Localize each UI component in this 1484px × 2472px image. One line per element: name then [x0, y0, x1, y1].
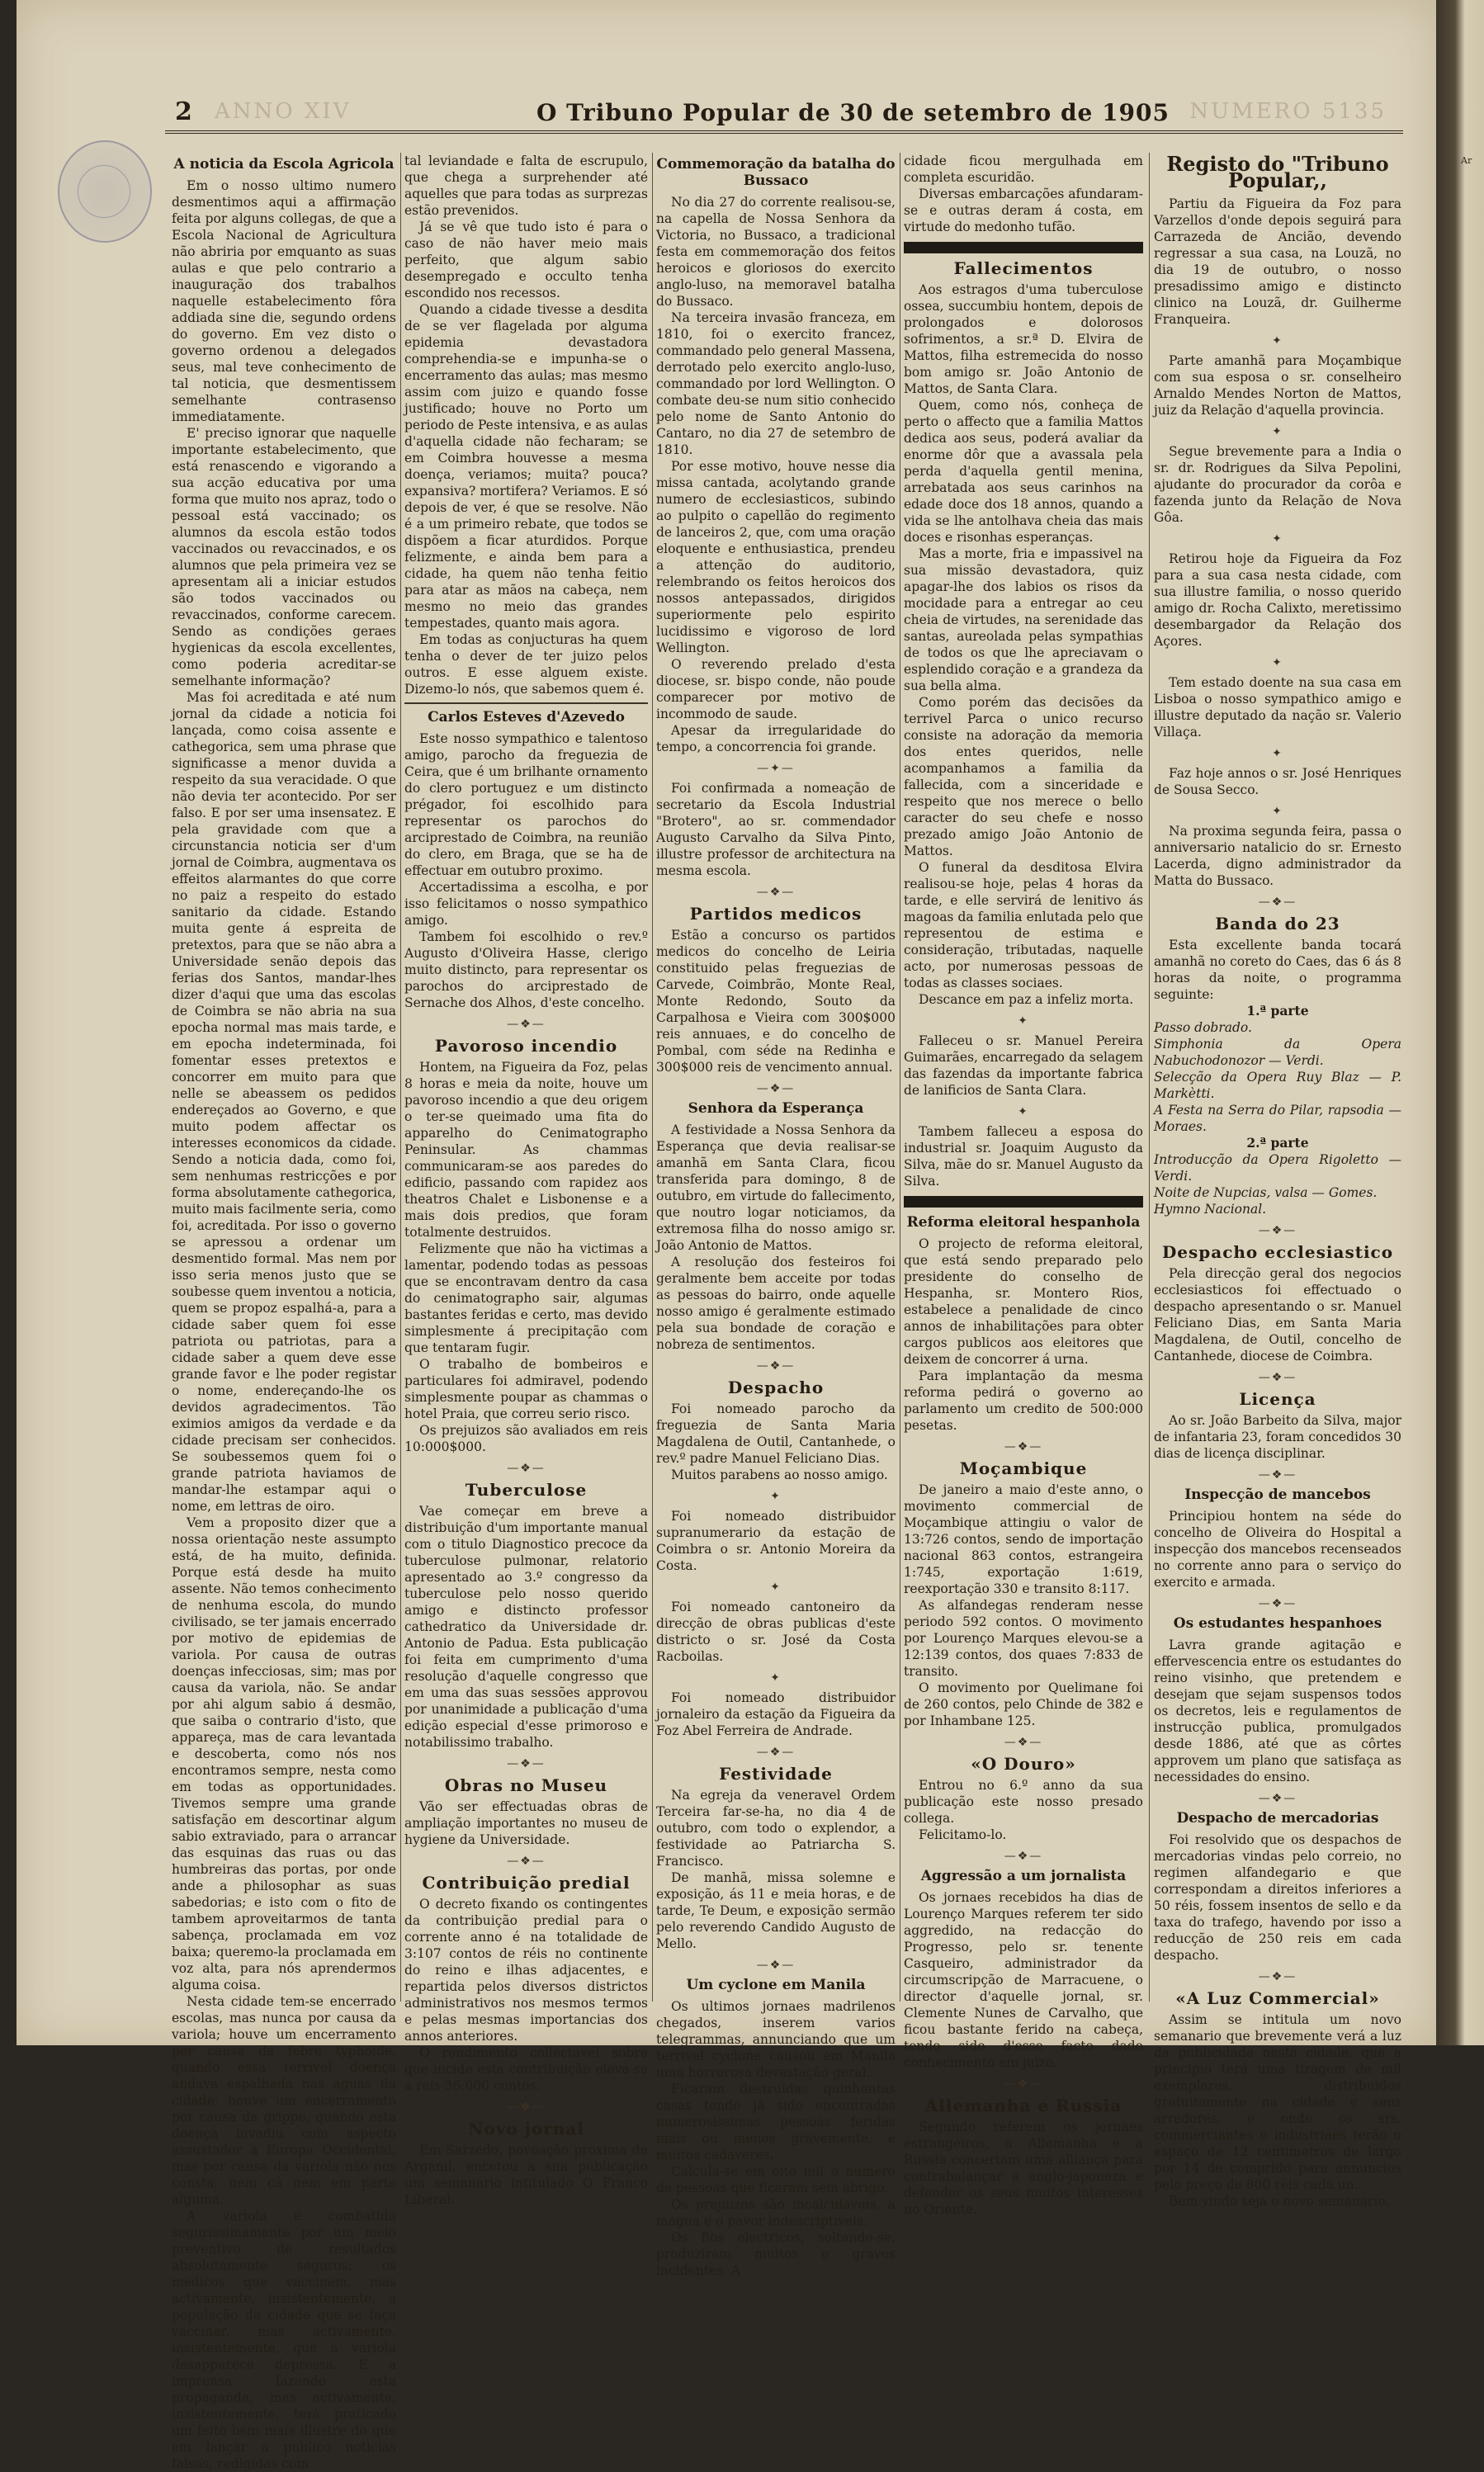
ornament-divider: —❖— [1258, 1597, 1297, 1610]
page-header [165, 97, 1403, 134]
ornament-divider: ✦ [1272, 747, 1283, 760]
paragraph: Faz hoje annos o sr. José Henriques de Sousa Secco. [1154, 766, 1401, 797]
paragraph: Em Sarzedo, povoação proxima de Arganil, encetou a sua publicação um semanario intitulado O Franco Liberal. [404, 2143, 648, 2207]
paragraph: E' preciso ignorar que naquelle importante estabelecimento, que está renascendo e vigorando a sua acção educativa por uma forma que muito nos apraz, todo o pessoal está vaccinado; os alumnos da escola estão todos vaccinados ou revaccinados, e os alumnos que pela primeira vez se apresentam ali a iniciar estudos são todos vaccinados ou revaccinados, conforme carecem. Sendo as condições geraes hygienicas da escola excellentes, como poderia acreditar-se semelhante informação? [172, 426, 396, 688]
ornament-divider: —❖— [756, 1959, 796, 1972]
bleed-through-right: NUMERO 5135 [1189, 99, 1387, 124]
mourning-band [904, 1196, 1143, 1208]
paragraph: Principiou hontem na séde do concelho de Oliveira do Hospital a inspecção dos mancebos recenseados no corrente anno para o serviço do exercito e armada. [1154, 1509, 1401, 1590]
ornament-divider: —❖— [1004, 2077, 1043, 2091]
paragraph: O trabalho de bombeiros e particulares foi admiravel, podendo simplesmente poupar as chammas o hotel Praia, que correu serio risco. [404, 1357, 648, 1421]
column-5 [1154, 152, 1401, 2209]
paragraph: Foi nomeado cantoneiro da direcção de obras publicas d'este districto o sr. José da Costa Racboilas. [656, 1600, 896, 1664]
newspaper-page [17, 0, 1436, 2471]
headline-mocambique: Moçambique [959, 1458, 1088, 1478]
ornament-divider: —❖— [1258, 1224, 1297, 1237]
ornament-divider: —❖— [756, 1746, 796, 1759]
paragraph: Este nosso sympathico e talentoso amigo, parocho da freguezia de Ceira, que é um brilhante ornamento do clero portuguez e um distincto prégador, foi escolhido para representar os parochos do arciprestado de Coimbra, na reunião do clero, em Braga, que se ha de effectuar em outubro proximo. [404, 731, 648, 878]
divider [404, 702, 648, 704]
headline-o-douro: «O Douro» [971, 1754, 1076, 1774]
programme-item: Selecção da Opera Ruy Blaz — P. Markètti. [1154, 1070, 1401, 1101]
paragraph: Descance em paz a infeliz morta. [919, 992, 1134, 1007]
paragraph: Foi nomeado parocho da freguezia de Santa Maria Magdalena de Outil, Cantanhede, o rev.º padre Manuel Feliciano Dias. [656, 1401, 896, 1466]
paragraph: Accertadissima a escolha, e por isso felicitamos o nosso sympathico amigo. [404, 880, 648, 928]
ornament-divider: —❖— [756, 1082, 796, 1095]
paragraph: Os prejuizos são incalculaveis, a magua e o pavor indescriptiveis. [656, 2197, 896, 2229]
paragraph: Na egreja da veneravel Ordem Terceira far-se-ha, no dia 4 de outubro, com todo o explendor, a festividade ao Patriarcha S. Francisco. [656, 1788, 896, 1869]
paragraph: Tambem falleceu a esposa do industrial sr. Joaquim Augusto da Silva, mãe do sr. Manuel Augusto da Silva. [904, 1124, 1143, 1189]
ornament-divider: —❖— [1004, 1736, 1043, 1749]
headline-despacho: Despacho [727, 1378, 825, 1397]
paragraph: Como porém das decisões da terrivel Parca o unico recurso consiste na adoração da memoria dos entes queridos, nelle acompanhamos a familia da fallecida, com a sinceridade e respeito que nos merece o bello caracter do seu chefe e nosso prezado amigo João Antonio de Mattos. [904, 695, 1143, 858]
paragraph: A festividade a Nossa Senhora da Esperança que devia realisar-se amanhã em Santa Clara, ficou transferida para domingo, 8 de outubro, em virtude do fallecimento, que noutro logar noticiamos, da extremosa filha do nosso amigo sr. João Antonio de Mattos. [656, 1123, 896, 1253]
paragraph: Felicitamo-lo. [919, 1827, 1007, 1842]
paragraph: No dia 27 do corrente realisou-se, na capella de Nossa Senhora da Victoria, no Bussaco, a tradicional festa em commemoração dos feitos heroicos e gloriosos do exercito anglo-luso, na memoravel batalha do Bussaco. [656, 195, 896, 309]
paragraph: Tem estado doente na sua casa em Lisboa o nosso sympathico amigo e illustre deputado da nação sr. Valerio Villaça. [1154, 675, 1401, 740]
headline-banda-23: Banda do 23 [1215, 914, 1340, 933]
headline-aggressao-jornalista: Aggressão a um jornalista [920, 1868, 1127, 1884]
paragraph: Nesta cidade tem-se encerrado escolas, mas nunca por causa da variola; houve um encerramento por causa da febre typhoide, quando essa terrivel doença andava espalhada nas aguas da cidade; houve um encerramento por causa da grippe, quando esta doença invadiu com aspecto assustador a Europa Occidental; mas por causa da variola não nos consta; nem cá nem em parte alguma. [172, 1994, 396, 2207]
paragraph: O rendimento collectavel sobre que incide esta contribuição eleva-se a reis 36:000 contos. [404, 2045, 648, 2093]
ornament-divider: ✦ [1272, 334, 1283, 347]
column-1 [172, 153, 396, 2471]
headline-obras-museu: Obras no Museu [444, 1775, 608, 1795]
paragraph: Já se vê que tudo isto é para o caso de não haver meio mais perfeito, que algum sabio desempregado e occulto tenha escondido nos recessos. [404, 220, 648, 300]
paragraph: tal leviandade e falta de escrupulo, que chega a surprehender até aquelles que para todas as surprezas estão prevenidos. [404, 154, 648, 218]
paragraph: Na terceira invasão franceza, em 1810, foi o exercito francez, commandado pelo general Massena, derrotado pelo exercito anglo-luso, commandado por lord Wellington. O combate deu-se num sitio conhecido pelo nome de Santo Antonio do Cantaro, no dia 27 de setembro de 1810. [656, 310, 896, 457]
concert-programme [1154, 1003, 1401, 1217]
paragraph: Os fios electricos, soltando-se, produziram muitos e graves incidentes. A [656, 2230, 896, 2278]
paragraph: Estão a concurso os partidos medicos do concelho de Leiria constituido pelas freguezias de Carvede, Coimbrão, Monte Real, Monte Redondo, Souto da Carpalhosa e Vieira com 300$000 reis annuaes, e do concelho de Pombal, com séde na Redinha e 300$000 reis de vencimento annual. [656, 928, 896, 1075]
paragraph: Quem, como nós, conheça de perto o affecto que a familia Mattos dedica aos seus, poderá avaliar da enorme dôr que a avassala pela perda d'aquella gentil menina, arrebatada aos seus carinhos na edade doce dos 18 annos, quando a vida se lhe antolhava cheia das mais doces e risonhas esperanças. [904, 398, 1143, 545]
paragraph: Tambem foi escolhido o rev.º Augusto d'Oliveira Hasse, clerigo muito distincto, para representar os parochos do arciprestado de Sernache dos Alhos, d'este concelho. [404, 929, 648, 1010]
ornament-divider: ✦ [1272, 805, 1283, 818]
paragraph: A resolução dos festeiros foi geralmente bem acceite por todas as pessoas do bairro, onde aquelle nosso amigo é geralmente estimado pela sua bondade de coração e nobreza de sentimentos. [656, 1255, 896, 1352]
paragraph: Em todas as conjucturas ha quem tenha o dever de ter juizo pelos outros. E esse alguem existe. Dizemo-lo nós, que sabemos quem é. [404, 632, 648, 697]
ornament-divider: ✦ [770, 1490, 782, 1503]
programme-item: A Festa na Serra do Pilar, rapsodia — Moraes. [1154, 1103, 1401, 1134]
column-rule [652, 153, 653, 2002]
headline-contribuicao-predial: Contribuição predial [422, 1873, 631, 1893]
paragraph: Diversas embarcações afundaram-se e outras deram á costa, em virtude do medonho tufão. [904, 187, 1143, 234]
paragraph: Retirou hoje da Figueira da Foz para a sua casa nesta cidade, com sua illustre familia, o nosso querido amigo dr. Rocha Calixto, meretissimo desembargador da Relação dos Açores. [1154, 551, 1401, 649]
paragraph: Em o nosso ultimo numero desmentimos aqui a affirmação feita por alguns collegas, de que a Escola Nacional de Agricultura não abriria por emquanto as suas aulas e que pelo contrario a inauguração dos trabalhos naquelle estabelecimento fôra addiada sine die, segundo ordens do governo. Em vez disto o governo ordenou a delegados seus, mal teve conhecimento de tal noticia, que desmentissem semelhante contrasenso immediatamente. [172, 178, 396, 424]
ornament-divider: —❖— [1258, 1371, 1297, 1384]
ornament-divider: —❖— [1258, 896, 1297, 909]
column-4 [904, 153, 1143, 2217]
headline-reforma-eleitoral: Reforma eleitoral hespanhola [906, 1214, 1141, 1231]
headline-pavoroso-incendio: Pavoroso incendio [434, 1036, 618, 1056]
paragraph: Falleceu o sr. Manuel Pereira Guimarães, encarregado da selagem das fazendas da importante fabrica de lanificios de Santa Clara. [904, 1033, 1143, 1098]
page-number: 2 [175, 97, 192, 126]
programme-item: Passo dobrado. [1154, 1020, 1252, 1035]
ornament-divider: —❖— [507, 1018, 546, 1031]
paragraph: A variola é combatida segurissimamente por um meio preventivo de resultados absolutamente seguros; os medicos que vaccinem, mas activamente, insistentemente, a população da cidade que se faça vaccinar, mas activamente, insistentemente, que a variola desapparece depressa. E a imprensa fazendo esta propaganda, mas activamente, insistentemente, terá praticado um feito bem mais illustre do que em lançar a publico noticias falsas, redigidas com [172, 2209, 396, 2471]
paragraph: O decreto fixando os contingentes da contribuição predial para o corrente anno é na totalidade de 3:107 contos de réis no continente do reino e ilhas adjacentes, e repartida pelos diversos districtos administrativos nos mesmos termos e pelas mesmas importancias dos annos anteriores. [404, 1897, 648, 2044]
paragraph: Entrou no 6.º anno da sua publicação este nosso presado collega. [904, 1778, 1143, 1826]
headline-novo-jornal: Novo jornal [468, 2119, 584, 2139]
paragraph: Lavra grande agitação e effervescencia entre os estudantes do reino visinho, que pretendem e desejam que sejam suspensos todos os decretos, leis e regulamentos de instrucção publica, promulgados desde 1886, até que as côrtes approvem um plano que satisfaça as necessidades do ensino. [1154, 1638, 1401, 1784]
programme-part: 2.ª parte [1246, 1135, 1309, 1151]
ornament-divider: ✦ [770, 1671, 782, 1685]
paragraph: Aos estragos d'uma tuberculose ossea, succumbiu hontem, depois de prolongados e dolorosos sofrimentos, a sr.ª D. Elvira de Mattos, filha estremecida do nosso bom amigo sr. João Antonio de Mattos, de Santa Clara. [904, 282, 1143, 396]
headline-bussaco: Commemoração da batalha do Bussaco [656, 156, 896, 189]
adjacent-page-edge [1436, 0, 1484, 2045]
paragraph: Calcula-se em oito mil o numero de pessoas que ficaram sem abrigo. [656, 2164, 896, 2195]
mourning-band [904, 242, 1143, 253]
ornament-divider: —❖— [507, 1855, 546, 1868]
ornament-divider: ✦ [1272, 532, 1283, 546]
paragraph: Os ultimos jornaes madrilenos chegados, inserem varios telegrammas, annunciando que um terrivel cyclone causou em Manila uma horrorosa devastação geral. [656, 1999, 896, 2080]
headline-fallecimentos: Fallecimentos [953, 258, 1094, 278]
paragraph: Quando a cidade tivesse a desdita de se ver flagelada por alguma epidemia devastadora comprehendia-se e impunha-se o encerramento das aulas; mas mesmo assim com juizo e quando fosse justificado; houve no Porto um periodo de Peste intensiva, e as aulas d'aquella cidade não fecharam; se em Coimbra houvesse a mesma doença, veriamos; muita? pouca? expansiva? mortifera? Veriamos. E só depois de ver, é que se resolve. Não é a um primeiro rebate, que todos se dispõem a ficar aturdidos. Porque felizmente, e ainda bem para a cidade, ha quem não tenha feitio para atar as mãos na cabeça, nem mesmo no meio das grandes tempestades, quanto mais agora. [404, 302, 648, 631]
library-stamp [58, 140, 152, 243]
paragraph: Felizmente que não ha victimas a lamentar, podendo todas as pessoas que se encontravam dentro da casa do cenimatographo sair, algumas bastantes feridas e certo, mas devido simplesmente á precipitação com que tentaram fugir. [404, 1241, 648, 1355]
ornament-divider: —❖— [756, 886, 796, 899]
paragraph: Parte amanhã para Moçambique com sua esposa o sr. conselheiro Arnaldo Mendes Norton de Mattos, juiz da Relação d'aquella provincia. [1154, 353, 1401, 418]
paragraph: Assim se intitula um novo semanario que brevemente verá a luz da publicidade nesta cidade, que a principio terá uma tiragem de mil exemplares, distribuidos gratuitamente na cidade e seus arredores, e onde os srs. commerciantes e industriaes terão o espaço de 12 centimetros de largo por 14 de comprido para annuncios pelo preço de 800 réis cada un. [1154, 2012, 1401, 2192]
paragraph: Vão ser effectuadas obras de ampliação importantes no museu de hygiene da Universidade. [404, 1799, 648, 1847]
headline-cyclone-manila: Um cyclone em Manila [686, 1977, 866, 1993]
headline-licenca: Licença [1239, 1389, 1316, 1409]
headline-despacho-ecclesiastico: Despacho ecclesiastico [1161, 1242, 1394, 1262]
headline-festividade: Festividade [719, 1764, 833, 1784]
headline-carlos-esteves: Carlos Esteves d'Azevedo [428, 709, 625, 726]
adjacent-page-text-fragment: Ar [1461, 155, 1472, 166]
paragraph: Mas foi acreditada e até num jornal da cidade a noticia foi lançada, como coisa assente e cathegorica, sem uma phrase que significasse a menor duvida a respeito da sua veracidade. O que não devia ter acontecido. Por ser falso. E por ser uma insensatez. E pela gravidade com que a circunstancia noticia ser d'um jornal de Coimbra, augmentava os effeitos alarmantes do que corre no paiz a respeito do estado sanitario da cidade. Estando muita gente á espreita de pretextos, para que se não abra a Universidade senão depois das ferias dos Santos, mandar-lhes dizer d'aqui que uma das escolas de Coimbra se não abria na sua epocha normal mas mais tarde, e em epocha indeterminada, foi fomentar esses pretextos e concorrer em muito para que nelle se abeassem os pedidos endereçados ao Governo, e que muito podem affectar os interesses economicos da cidade. Sendo a noticia dada, como foi, sem nenhumas restricções e por forma absolutamente cathegorica, muito mais facilmente seria, como foi, acreditada. Por isso o governo se apressou a ordenar um desmentido formal. Mas nem por isso seria menos justo que se soubesse quem inventou a noticia, quem se propoz espalhá-a, para a cidade saber quem foi esse patriota ou patriotas, para a cidade saber a quem deve esse grande favor e lhe poder registar o nome, endereçando-lhe os devidos agradecimentos. Tão eximios amigos da verdade e da cidade precisam ser conhecidos. Se soubessemos quem foi o grande patriota haviamos de mandar-lhe estampar aqui o nome, em lettras de oiro. [172, 690, 396, 1514]
ornament-divider: ✦ [770, 1581, 782, 1594]
paragraph: As alfandegas renderam nesse periodo 592 contos. O movimento por Lourenço Marques elevou-se a 12:139 contos, dos quaes 7:833 de transito. [904, 1598, 1143, 1679]
paragraph: De janeiro a maio d'este anno, o movimento commercial de Moçambique attingiu o valor de 13:726 contos, sendo de importação nacional 863 contos, estrangeira 1:745, exportação 1:619, reexportação 330 e transito 8:117. [904, 1482, 1143, 1596]
bleed-through-left: ANNO XIV [215, 99, 352, 124]
paragraph: cidade ficou mergulhada em completa escuridão. [904, 154, 1143, 185]
headline-escola-agricola: A noticia da Escola Agricola [173, 156, 395, 173]
paragraph: O projecto de reforma eleitoral, que está sendo preparado pelo presidente do conselho de Hespanha, sr. Montero Rios, estabelece a penalidade de cinco annos de inhabilitações para obter cargos publicos aos eleitores que deixem de concorrer á urna. [904, 1236, 1143, 1367]
paragraph: Muitos parabens ao nosso amigo. [671, 1468, 888, 1482]
paragraph: Segue brevemente para a India o sr. dr. Rodrigues da Silva Pepolini, ajudante do procurador da corôa e fazenda junto da Relação de Nova Gôa. [1154, 444, 1401, 525]
paragraph: Segundo referem os jornaes estrangeiros, a Allemanha e a Russia concertam uma alliança para contrabalançar a anglo-japoneza e defender os seus muitos interesses no Oriente. [904, 2120, 1143, 2217]
ornament-divider: —❖— [756, 1359, 796, 1373]
headline-inspeccao-mancebos: Inspecção de mancebos [1184, 1487, 1371, 1503]
paragraph: Por esse motivo, houve nesse dia missa cantada, acolytando grande numero de ecclesiasticos, subindo ao pulpito o capellão do regimento de lanceiros 2, que, com uma oração eloquente e enthusiastica, prendeu a attenção do auditorio, relembrando os feitos heroicos dos nossos antepassados, dirigidos superiormente pelo espirito lucidissimo e vigoroso de lord Wellington. [656, 459, 896, 655]
ornament-divider: —❖— [1004, 1850, 1043, 1863]
paragraph: Os jornaes recebidos ha dias de Lourenço Marques referem ter sido aggredido, na redacção do Progresso, pelo sr. tenente Casqueiro, administrador da circumscripção de Marracuene, o director d'aquelle jornal, sr. Clemente Nunes de Carvalho, que ficou bastante ferido na cabeça, tendo sido d'esse facto dado conhecimento em juizo. [904, 1890, 1143, 2070]
ornament-divider: —❖— [507, 1757, 546, 1770]
column-2 [404, 153, 648, 2207]
paragraph: Na proxima segunda feira, passa o anniversario natalicio do sr. Ernesto Lacerda, digno administrador da Matta do Bussaco. [1154, 824, 1401, 888]
paragraph: Para implantação da mesma reforma pedirá o governo ao parlamento um credito de 500:000 pesetas. [904, 1368, 1143, 1433]
programme-item: Simphonia da Opera Nabuchodonozor — Verdi. [1154, 1037, 1401, 1068]
ornament-divider: ✦ [1018, 1105, 1029, 1118]
paragraph: Foi nomeado distribuidor supranumerario da estação de Coimbra o sr. Antonio Moreira da Costa. [656, 1509, 896, 1573]
programme-item: Introducção da Opera Rigoletto — Verdi. [1154, 1152, 1401, 1184]
ornament-divider: ✦ [1272, 656, 1283, 669]
ornament-divider: —❖— [507, 1462, 546, 1475]
paragraph: Vae começar em breve a distribuição d'um importante manual com o titulo Diagnostico precoce da tuberculose pulmonar, relatorio apresentado ao 3.º congresso da tuberculose pelo nosso querido amigo e distincto professor cathedratico da Universidade dr. Antonio de Padua. Esta publicação foi feita em cumprimento d'uma resolução d'aquelle congresso que em uma das suas sessões approvou por unanimidade a publicação d'uma edição especial d'esse primoroso e notabilissimo trabalho. [404, 1504, 648, 1750]
programme-item: Noite de Nupcias, valsa — Gomes. [1154, 1185, 1378, 1200]
ornament-divider: —✦— [757, 762, 795, 775]
programme-item: Hymno Nacional. [1154, 1202, 1267, 1217]
paragraph: De manhã, missa solemne e exposição, ás 11 e meia horas, e de tarde, Te Deum, e exposição sermão pelo reverendo Candido Augusto de Mello. [656, 1870, 896, 1951]
headline-tuberculose: Tuberculose [465, 1480, 588, 1500]
ornament-divider: —❖— [1258, 1970, 1297, 1983]
ornament-divider: ✦ [1272, 425, 1283, 438]
paragraph: Foi confirmada a nomeação de secretario da Escola Industrial "Brotero", ao sr. commendador Augusto Carvalho da Silva Pinto, illustre professor de architectura na mesma escola. [656, 781, 896, 878]
paragraph: O funeral da desditosa Elvira realisou-se hoje, pelas 4 horas da tarde, e elle servirá de lenitivo ás magoas da familia enlutada pelo que representou de estima e consideração, tributadas, naquelle acto, por numerosas pessoas de todas as classes sociaes. [904, 860, 1143, 990]
headline-partidos-medicos: Partidos medicos [689, 904, 863, 924]
ornament-divider: —❖— [1258, 1468, 1297, 1482]
paragraph: Apesar da irregularidade do tempo, a concorrencia foi grande. [656, 723, 896, 754]
paragraph: Vem a proposito dizer que a nossa orientação neste assumpto está, de ha muito, definida. Porque está desde ha muito assente. Não temos conhecimento de nenhuma escola, do mundo civilisado, se ter jamais encerrado por motivo de epidemias de variola. Por causa de outras doenças infecciosas, sim; mas por causa da variola, não. Se andar por ahi algum sabio á desmão, que saiba o contrario d'isto, que appareça, mas de cara levantada e descoberta, como nós nos encontramos sempre, nesta como em todas as opportunidades. Tivemos sempre uma grande satisfação em descortinar algum sabio extraviado, para o arrancar das esquinas das ruas ou das humbreiras das portas, por onde ande a philosophar as suas sabedorias; e isto com o fito de tambem aproveitarmos de tanta sabença, proclamada em voz baixa; queremo-la proclamada em voz alta, para nós aprendermos alguma coisa. [172, 1515, 396, 1992]
paragraph: Ficaram destruidas quinhentas casas tendo já sido encontradas numerosissimas pessoas feridas mais ou menos gravemente, e muitos cadaveres. [656, 2082, 896, 2162]
ornament-divider: ✦ [1018, 1014, 1029, 1028]
headline-senhora-esperanca: Senhora da Esperança [688, 1100, 864, 1117]
ornament-divider: —❖— [507, 2101, 546, 2114]
page-title: O Tribuno Popular de 30 de setembro de 1905 [536, 99, 1170, 126]
column-rule [1149, 153, 1150, 2002]
headline-despacho-mercadorias: Despacho de mercadorias [1176, 1810, 1379, 1827]
paragraph: Hontem, na Figueira da Foz, pelas 8 horas e meia da noite, houve um pavoroso incendio a que deu origem o ter-se queimado uma fita do apparelho do Cenimatographo Peninsular. As chammas communicaram-se aos paredes do edificio, passando com rapidez aos theatros Chalet e Lisbonense e a mais dois predios, que foram totalmente destruidos. [404, 1060, 648, 1240]
paragraph: Foi resolvido que os despachos de mercadorias vindas pelo correio, no regimen alfandegario e que correspondam a direitos inferiores a 50 réis, fossem insentos de sello e da taxa do trafego, havendo por isso a reducção de 250 reis em cada despacho. [1154, 1832, 1401, 1963]
paragraph: Pela direcção geral dos negocios ecclesiasticos foi effectuado o despacho apresentando o sr. Manuel Feliciano Dias, em Santa Maria Magdalena, de Outil, concelho de Cantanhede, diocese de Coimbra. [1154, 1266, 1401, 1364]
column-3 [656, 153, 896, 2278]
paragraph: Os prejuizos são avaliados em reis 10:000$000. [404, 1423, 648, 1454]
paragraph: Foi nomeado distribuidor jornaleiro da estação da Figueira da Foz Abel Ferreira de Andrade. [656, 1690, 896, 1738]
headline-allemanha-russia: Allemanha e Russia [924, 2096, 1122, 2115]
headline-registo: Registo do "Tribuno Popular,, [1166, 152, 1389, 192]
paragraph: Partiu da Figueira da Foz para Varzellos d'onde depois seguirá para Carrazeda de Ancião, devendo regressar a sua casa, na Louzã, no dia 19 de outubro, o nosso presadissimo amigo e distincto clinico na Louzã, dr. Guilherme Franqueira. [1154, 196, 1401, 327]
paragraph: Esta excellente banda tocará amanhã no coreto do Caes, das 6 ás 8 horas da noite, o programma seguinte: [1154, 938, 1401, 1002]
headline-estudantes-hespanhoes: Os estudantes hespanhoes [1173, 1615, 1382, 1632]
headline-luz-commercial: «A Luz Commercial» [1175, 1988, 1380, 2008]
ornament-divider: —❖— [1004, 1440, 1043, 1453]
column-rule [400, 153, 401, 2002]
paragraph: Bem vindo seja o novo semanario. [1169, 2194, 1390, 2209]
paragraph: O reverendo prelado d'esta diocese, sr. bispo conde, não poude comparecer por motivo de incommodo de saude. [656, 657, 896, 721]
ornament-divider: —❖— [1258, 1792, 1297, 1805]
programme-part: 1.ª parte [1246, 1003, 1309, 1019]
paragraph: O movimento por Quelimane foi de 260 contos, pelo Chinde de 382 e por Inhambane 125. [904, 1680, 1143, 1728]
paragraph: Ao sr. João Barbeito da Silva, major de infantaria 23, foram concedidos 30 dias de licença disciplinar. [1154, 1413, 1401, 1461]
paragraph: Mas a morte, fria e impassivel na sua missão devastadora, quiz apagar-lhe dos labios os risos da mocidade para a entregar ao ceu cheia de virtudes, na serenidade das santas, aureolada pelas sympathias de todos os que lhe apreciavam o esplendido coração e a grandeza da sua bella alma. [904, 546, 1143, 693]
